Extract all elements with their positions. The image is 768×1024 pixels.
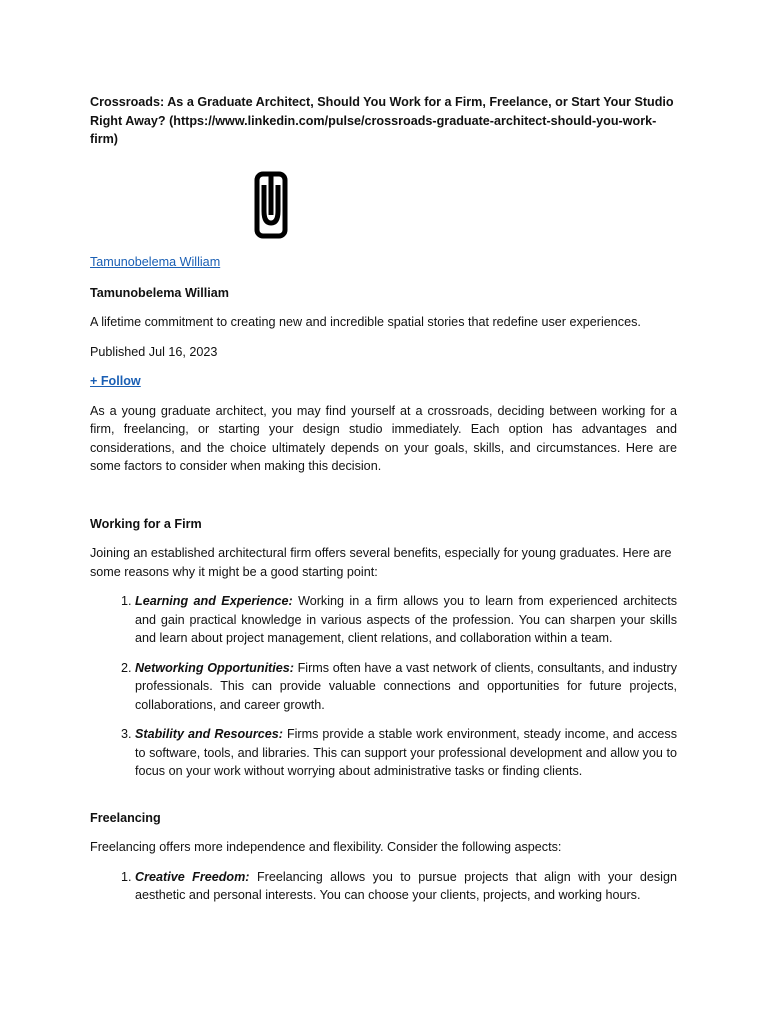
list-item <box>135 725 677 781</box>
list-item-lead: Stability and Resources: <box>135 727 283 741</box>
freelancing-aspects-list <box>90 868 677 905</box>
section-text-freelancing: Freelancing offers more independence and flexibility. Consider the following aspects: <box>90 840 562 854</box>
list-item-lead: Learning and Experience: <box>135 594 293 608</box>
list-item-text: Firms often have a vast network of clients, consultants, and industry professionals. This can provide valuable connections and opportunities for future projects, collaborations, and career growth. <box>135 660 677 712</box>
author-bio: A lifetime commitment to creating new and incredible spatial stories that redefine user experiences. <box>90 315 641 329</box>
intro-paragraph: As a young graduate architect, you may find yourself at a crossroads, deciding between working for a firm, freelancing, or starting your design studio immediately. Each option has advantages and considerations, and the choice ultimately depends on your goals, skills, and circumstances. Here are some factors to consider when making this decision. <box>90 403 677 473</box>
list-item <box>135 592 677 648</box>
follow-button[interactable]: + Follow <box>90 374 141 388</box>
author-logo-icon <box>254 171 288 239</box>
list-item <box>135 659 677 715</box>
list-item-text: Working in a firm allows you to learn from experienced architects and gain practical knowledge in various aspects of the profession. You can sharpen your skills and learn about project management, client relations, and collaboration within a team. <box>135 594 677 645</box>
section-text-firm: Joining an established architectural firm offers several benefits, especially for young graduates. Here are some reasons why it might be a good starting point: <box>90 546 672 579</box>
section-heading-firm: Working for a Firm <box>90 516 202 531</box>
list-item-text: Freelancing allows you to pursue projects that align with your design aesthetic and personal interests. You can choose your clients, projects, and working hours. <box>135 869 677 902</box>
firm-benefits-list <box>90 592 677 781</box>
list-item-lead: Creative Freedom: <box>135 869 250 884</box>
author-header <box>90 149 677 275</box>
published-date: Published Jul 16, 2023 <box>90 344 218 359</box>
list-item-text: Firms provide a stable work environment, steady income, and access to software, tools, and libraries. This can support your professional development and allow you to focus on your work without worrying about administrative tasks or finding clients. <box>135 727 677 778</box>
list-item <box>135 868 677 905</box>
list-item-lead: Networking Opportunities: <box>135 660 294 675</box>
section-heading-freelancing: Freelancing <box>90 810 161 825</box>
author-profile-link[interactable]: Tamunobelema William <box>90 254 221 269</box>
article-title: Crossroads: As a Graduate Architect, Should You Work for a Firm, Freelance, or Start Your Studio Right Away? (https://www.linkedin.com/pulse/crossroads-graduate-architect-should-you-work-firm) <box>90 95 674 146</box>
article-body <box>90 93 677 916</box>
author-name: Tamunobelema William <box>90 285 229 300</box>
follow-row <box>90 372 677 391</box>
